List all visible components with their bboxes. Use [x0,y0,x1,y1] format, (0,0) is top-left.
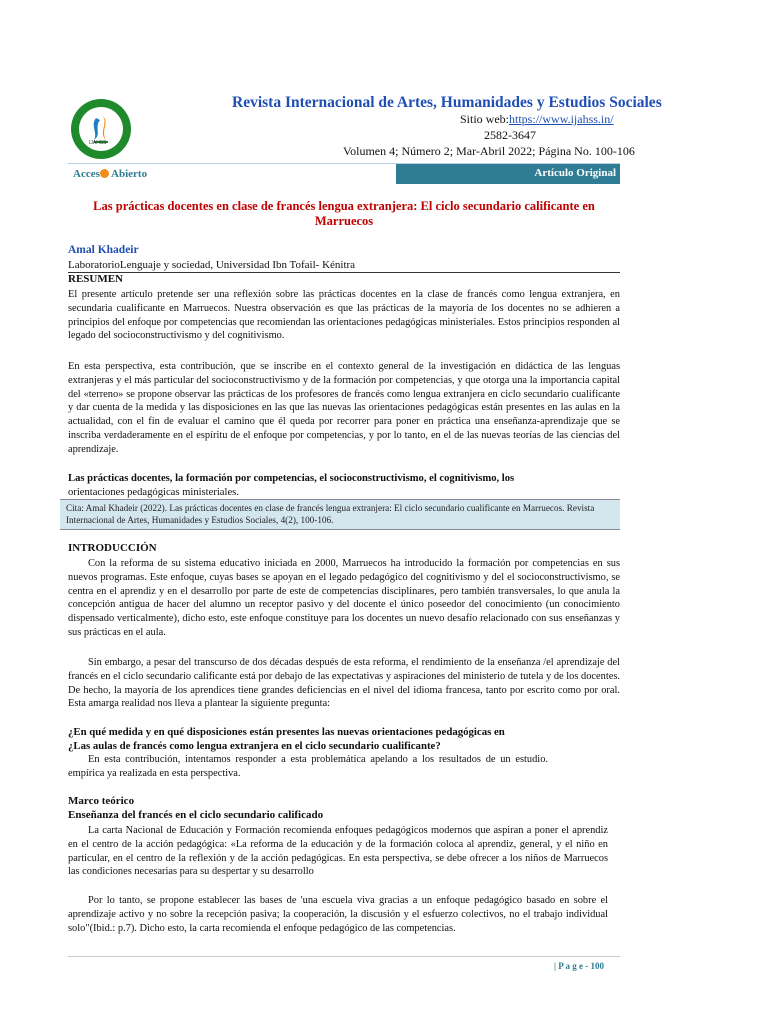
framework-paragraph-1: La carta Nacional de Educación y Formación recomienda enfoques pedagógicos modernos que aspiran a poner el aprendiz en el centro de la acción pedagógica: «La reforma de la educación y de la formación coloca al aprendiz, general, y el niño en particular, en el centro de la reflexión y de la acción pedagógicas. En esta perspectiva, se debe ofrecer a los niños de Marruecos las condiciones necesarias para su despertar y su desarrollo [68,825,608,878]
framework-subheading: Enseñanza del francés en el ciclo secundario calificado [68,809,324,821]
journal-logo [70,98,132,160]
article-type: Artículo Original [534,167,616,179]
footer-divider [68,956,620,957]
volume-info: Volumen 4; Número 2; Mar-Abril 2022; Página No. 100-106 [343,144,635,158]
abstract-paragraph-1: El presente artículo pretende ser una reflexión sobre las prácticas docentes en la clase de francés como lengua extranjera, en secundaria cualificante en Marruecos. Nuestra observación es que las prácticas de la mayoría de los docentes no se adhieren a principios del enfoque por competencias que recomiendan las orientaciones pedagógicas ministeriales. Estos principios responden al legado del socioconstructivismo y del cognitivismo. [68,289,620,342]
framework-heading: Marco teórico [68,795,135,807]
intro-paragraph-1: Con la reforma de su sistema educativo iniciada en 2000, Marruecos ha introducido la formación por competencias en sus nuevos programas. Este enfoque, cuyas bases se apoyan en el legado pedagógico del cognitivismo y del el socioconstructivismo, se centra en el aprendiz y en el desarrollo por parte de este de competencias disciplinares, pero también transversales, lo que anula la concepción antigua de hacer del alumno un receptor pasivo y del docente el único poseedor del conocimiento (un conocimiento dispensado verticalmente), dicho esto, este enfoque constituye para los docentes un nuevo desafío relacionado con sus enseñanzas y sus prácticas en el aula. [68,558,620,638]
abstract-heading: RESUMEN [68,273,124,285]
intro-paragraph-3: En esta contribución, intentamos responder a esta problemática apelando a los resultados de un estudio. empírica ya realizada en esta perspectiva. [68,754,548,779]
website-link[interactable]: https://www.ijahss.in/ [509,112,614,126]
citation-text: Cita: Amal Khadeir (2022). Las prácticas docentes en clase de francés lengua extranjera: El ciclo secundario cualificante en Marruecos. Revista Internacional de Artes, Humanidades y Estudios Sociales, 4(2), 100-106. [66,503,595,526]
banner [68,163,620,184]
research-question-2: ¿Las aulas de francés como lengua extranjera en el ciclo secundario cualificante? [68,740,441,752]
keywords-rest: orientaciones pedagógicas ministeriales. [68,487,239,498]
logo-text: IJAHSS [89,140,107,146]
open-access-icon [100,169,109,178]
framework-paragraph-2: Por lo tanto, se propone establecer las bases de 'una escuela viva gracias a un enfoque pedagógico basado en sobre el aprendizaje activo y no sobre la recepción pasiva; la cooperación, la discusión y el esfuerzo colectivos, no el trabajo individual solo"(Ibid.: p.7). Dicho esto, la carta recomienda el enfoque pedagógico de las competencias. [68,895,608,934]
keywords-bold: Las prácticas docentes, la formación por competencias, el socioconstructivismo, el cognitivismo, los [68,473,515,484]
intro-paragraph-2: Sin embargo, a pesar del transcurso de dos décadas después de esta reforma, el rendimiento de la enseñanza /el aprendizaje del francés en el ciclo secundario calificante está por debajo de las expectativas y aspiraciones del ministerio de tutela y de los docentes. De hecho, la mayoría de los aprendices tiene grandes deficiencias en el nivel del idioma francesa, tanto por escrito como por oral. Esta amarga realidad nos lleva a plantear la siguiente pregunta: [68,657,620,710]
abstract-paragraph-2: En esta perspectiva, esta contribución, que se inscribe en el contexto general de la investigación en didáctica de las lenguas extranjeras y el más particular del socioconstructivismo y de la formación por competencias, y que otorga una la importancia capital del «terreno» se propone observar las prácticas de los profesores de francés como lengua extranjera en ciclo secundario cualificante y dar cuenta de la medida y las disposiciones en las que las nuevas las orientaciones pedagógicas están presentes en las aulas en la actualidad, con el fin de evaluar el camino que él queda por recorrer para poner en práctica una enseñanza-aprendizaje que se inscriba verdaderamente en el espíritu de el enfoque por competencias, y por lo tanto, en el de las nuevas teorías de las ciencias del aprendizaje. [68,361,620,455]
website-line [460,112,614,127]
article-title: Las prácticas docentes en clase de francés lengua extranjera: El ciclo secundario calificante en Marruecos [93,199,595,228]
intro-heading: INTRODUCCIÓN [68,542,157,554]
issn: 2582-3647 [484,128,536,142]
website-label: Sitio web: [460,112,510,126]
page-number: | P a g e - 100 [554,961,604,971]
keywords [68,472,620,500]
open-access-label: Acces Abierto [73,168,148,180]
research-question-1: ¿En qué medida y en qué disposiciones están presentes las nuevas orientaciones pedagógicas en [68,726,505,738]
article-type-badge [396,164,620,184]
author-name: Amal Khadeir [68,244,139,256]
divider [68,272,620,273]
research-question [68,725,620,753]
author-affiliation: LaboratorioLenguaje y sociedad, Universidad Ibn Tofail- Kénitra [68,259,356,271]
journal-title: Revista Internacional de Artes, Humanidades y Estudios Sociales [232,94,662,111]
citation-box [60,499,620,530]
